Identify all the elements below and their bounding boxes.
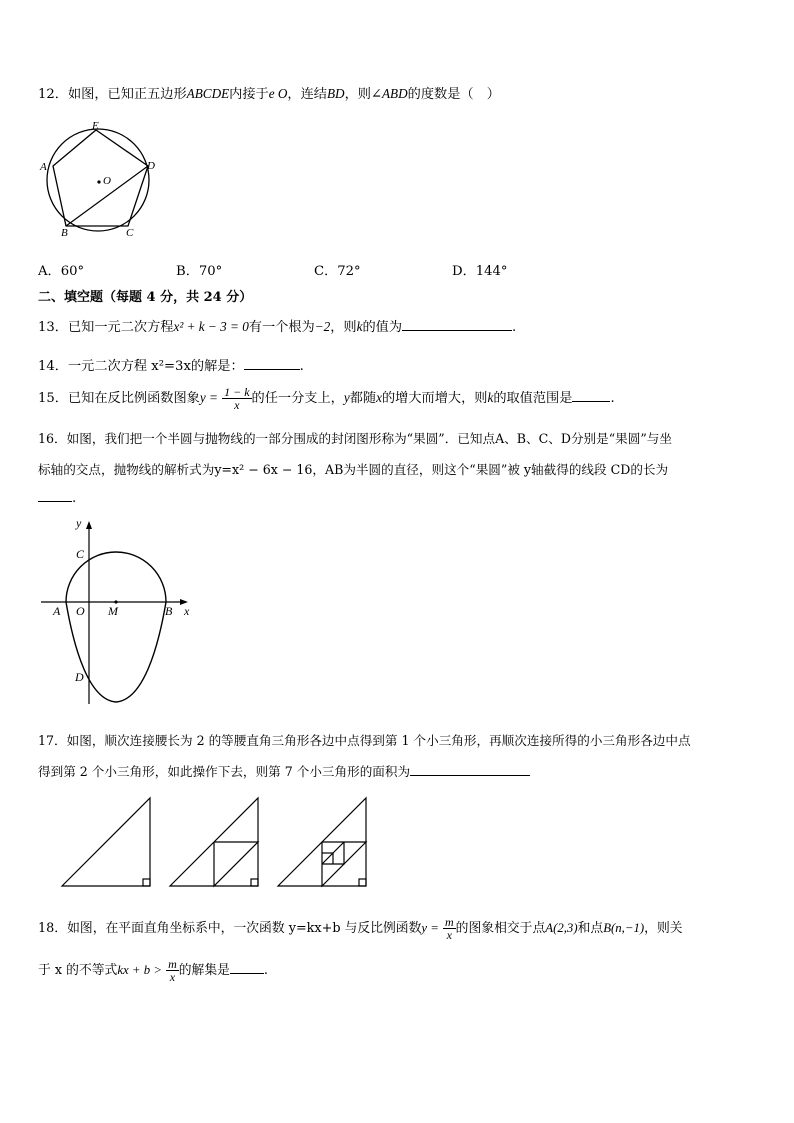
q15-answer-blank[interactable] (572, 390, 610, 402)
circumcircle (47, 129, 149, 231)
q16-line3: . (38, 490, 76, 506)
label-d: D (147, 160, 155, 172)
label-b: B (61, 227, 68, 238)
fig16-label-x: x (184, 604, 190, 618)
center-point (97, 180, 100, 183)
q12-option-b: B．70° (176, 264, 223, 279)
q15-text: 15．已知在反比例函数图象y = $\frac{1 - k}{x}$ 的任一分支上，y都随x的增大而增大，则k的取值范围是 . (38, 385, 615, 412)
q18-answer-blank[interactable] (230, 962, 264, 974)
q16-line1: 16．如图，我们把一个半圆与抛物线的一部分围成的封闭图形称为“果圆”．已知点A、B、C、D分别是“果圆”与坐 (38, 431, 672, 446)
q17-answer-blank[interactable] (410, 764, 530, 776)
label-o: O (103, 175, 111, 187)
q16-line2: 标轴的交点，抛物线的解析式为y=x² − 6x − 16，AB为半圆的直径，则这个“果圆”被 y轴截得的线段 CD的长为 (38, 462, 669, 477)
q12-option-c: C．72° (314, 264, 361, 279)
q15-fraction: $\frac{1 - k}{x}$ (224, 385, 250, 412)
q14-answer-blank[interactable] (244, 358, 300, 370)
triangle-stage-1 (62, 798, 150, 886)
q12-option-a: A．60° (38, 264, 85, 279)
label-a: A (40, 161, 47, 173)
q13-text: 13．已知一元二次方程x² + k − 3 = 0有一个根为−2，则k的值为 . (38, 319, 517, 335)
q13-answer-blank[interactable] (402, 319, 512, 331)
fig16-label-m: M (108, 604, 118, 618)
q18-line1: 18．如图，在平面直角坐标系中，一次函数 y=kx+b 与反比例函数y = $\frac{m}{x}$ 的图象相交于点A(2,3)和点B(n,−1)，则关 (38, 915, 683, 942)
pentagon-figure (36, 118, 166, 238)
q13-equation: x² + k − 3 = 0 (173, 319, 249, 334)
q12-option-d: D．144° (452, 264, 508, 279)
fruit-circle-figure (38, 514, 198, 710)
label-e: E (92, 120, 99, 132)
q16-answer-blank[interactable] (38, 490, 72, 502)
fig16-label-y: y (76, 516, 82, 530)
fig16-label-d: D (75, 670, 84, 684)
q17-line1: 17．如图，顺次连接腰长为 2 的等腰直角三角形各边中点得到第 1 个小三角形，再顺次连接所得的小三角形各边中点 (38, 733, 691, 748)
section-heading: 二、填空题（每题 4 分，共 24 分） (38, 290, 253, 305)
triangle-stage-3 (278, 798, 366, 886)
q18-fraction-2: $\frac{m}{x}$ (168, 957, 177, 984)
q18-fraction-1: $\frac{m}{x}$ (445, 915, 454, 942)
triangle-stage-2 (170, 798, 258, 886)
label-c: C (126, 227, 134, 238)
q12-text: 12．如图，已知正五边形ABCDE内接于e O，连结BD，则∠ABD的度数是（ ） (38, 86, 500, 102)
fig16-label-c: C (76, 547, 85, 561)
q18-line2: 于 x 的不等式kx + b > $\frac{m}{x}$ 的解集是 . (38, 957, 268, 984)
fig16-label-b: B (165, 604, 173, 618)
q12-number: 12． (38, 87, 68, 102)
fig16-label-a: A (53, 604, 61, 618)
y-axis-arrow (86, 521, 92, 529)
triangles-figure (58, 790, 378, 892)
pentagon-name: ABCDE (186, 86, 230, 101)
q17-line2: 得到第 2 个小三角形，如此操作下去，则第 7 个小三角形的面积为 (38, 761, 530, 780)
fig16-label-o: O (76, 604, 85, 618)
circle-symbol: e O (268, 86, 288, 101)
q14-text: 14．一元二次方程 x²=3x的解是： . (38, 359, 304, 374)
